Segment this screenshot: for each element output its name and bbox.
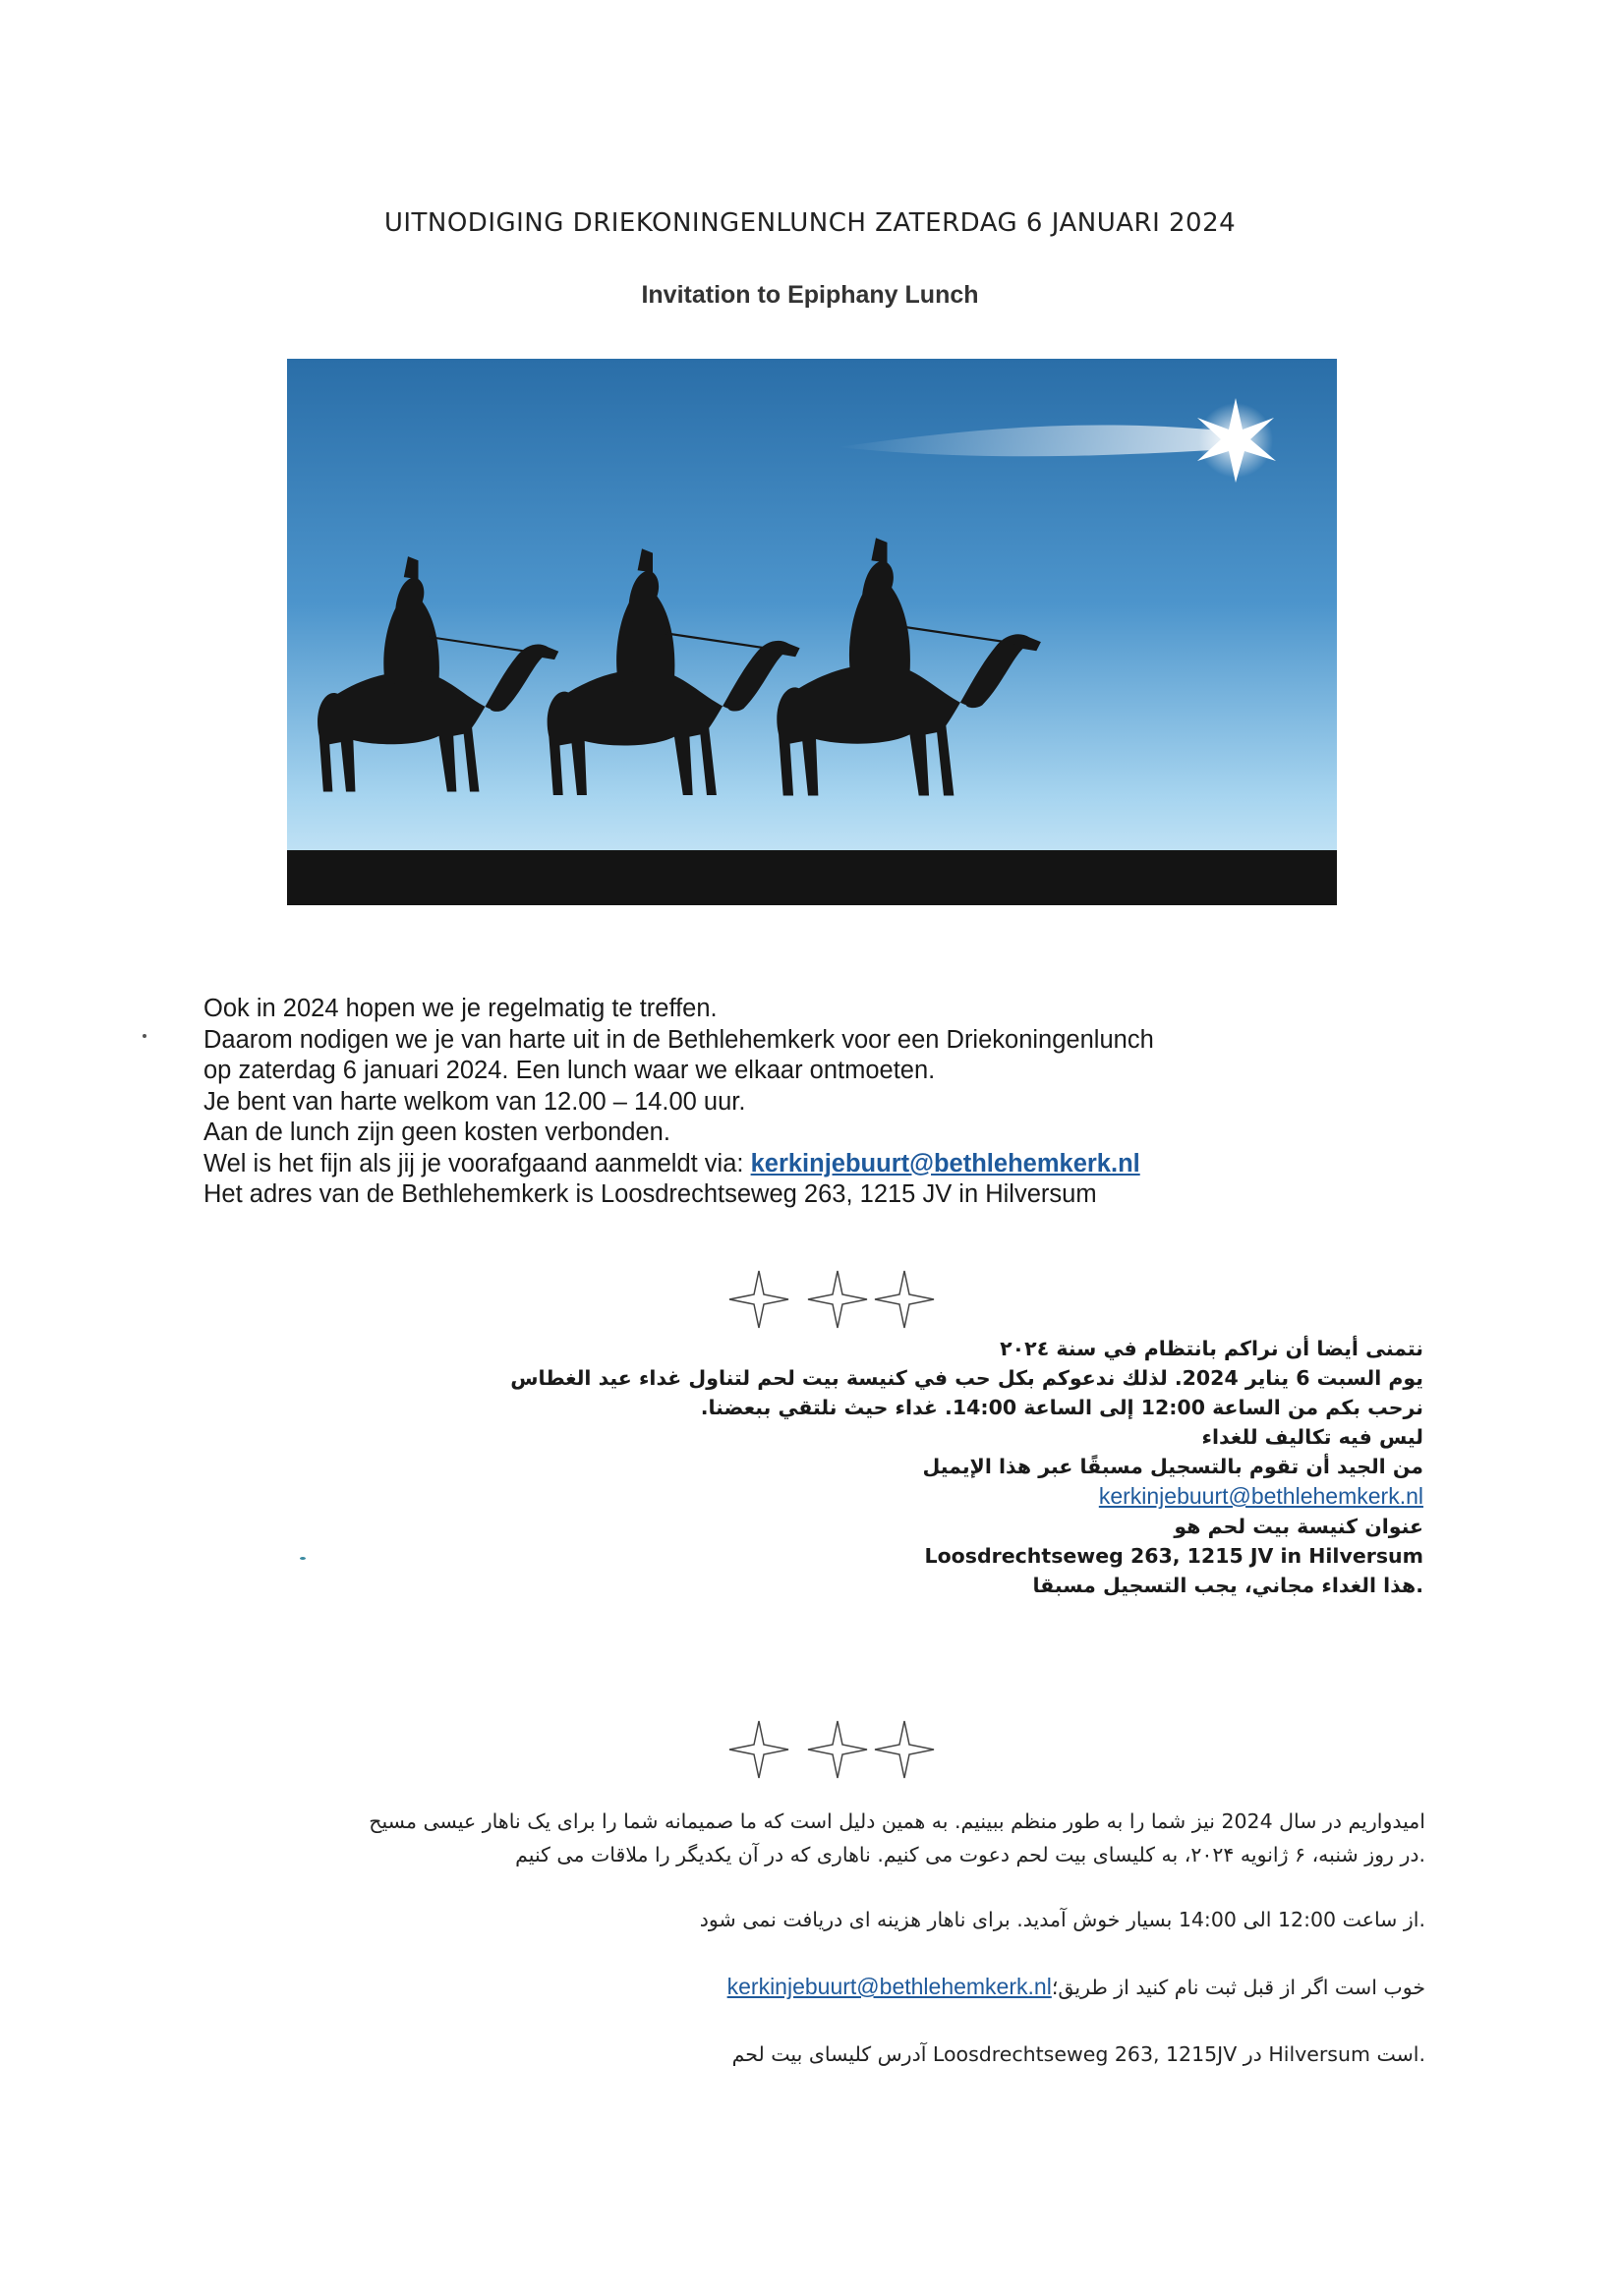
four-point-star-icon — [808, 1721, 867, 1778]
page-subtitle: Invitation to Epiphany Lunch — [641, 281, 979, 309]
arabic-line-1: نتمنى أيضا أن نراكم بانتظام في سنة ٢٠٢٤ — [1000, 1337, 1423, 1360]
four-point-star-icon — [875, 1271, 934, 1328]
arabic-line-4: ليس فيه تكاليف للغداء — [1201, 1425, 1423, 1449]
wise-men-illustration — [287, 359, 1337, 905]
arabic-line-3: نرحب بكم من الساعة 12:00 إلى الساعة 14:00. غداء حيث نلتقي ببعضنا. — [700, 1396, 1423, 1419]
four-point-star-icon — [808, 1271, 867, 1328]
arabic-address-line: Loosdrechtseweg 263, 1215 JV in Hilversum — [924, 1544, 1423, 1568]
four-point-star-icon — [729, 1271, 788, 1328]
persian-email-link[interactable]: kerkinjebuurt@bethlehemkerk.nl — [726, 1974, 1052, 1999]
dutch-invitation-text — [203, 994, 1154, 1211]
persian-line-1: امیدواریم در سال 2024 نیز شما را به طور منظم ببینیم. به همین دلیل است که ما صمیمانه شما را برای یک ناهار عیسی مسیح — [369, 1809, 1425, 1833]
dutch-line-4: Je bent van harte welkom van 12.00 – 14.00 uur. — [203, 1087, 746, 1116]
arabic-line-5: من الجيد أن تقوم بالتسجيل مسبقًا عبر هذا الإيميل — [922, 1455, 1423, 1478]
star-divider — [720, 1265, 955, 1334]
persian-line-4 — [177, 1970, 1425, 2004]
arabic-line-8: .هذا الغداء مجاني، يجب التسجيل مسبقا — [1032, 1574, 1423, 1597]
dutch-line-1: Ook in 2024 hopen we je regelmatig te treffen. — [203, 995, 718, 1022]
page-title: UITNODIGING DRIEKONINGENLUNCH ZATERDAG 6 JANUARI 2024 — [383, 208, 1237, 238]
four-point-star-icon — [729, 1721, 788, 1778]
arabic-line-6: عنوان كنيسة بيت لحم هو — [1174, 1515, 1423, 1538]
email-link[interactable]: kerkinjebuurt@bethlehemkerk.nl — [750, 1149, 1140, 1177]
persian-line-3: .از ساعت 12:00 الی 14:00 بسیار خوش آمدید. برای ناهار هزینه ای دریافت نمی شود — [699, 1908, 1425, 1931]
star-divider-2 — [720, 1715, 955, 1784]
dutch-line-7: Het adres van de Bethlehemkerk is Loosdrechtseweg 263, 1215 JV in Hilversum — [203, 1180, 1097, 1208]
persian-invitation-text — [177, 1805, 1425, 2071]
arabic-line-2: يوم السبت 6 يناير 2024. لذلك ندعوكم بكل حب في كنيسة بيت لحم لتناول غداء عيد الغطاس — [510, 1366, 1423, 1390]
dutch-line-2: Daarom nodigen we je van harte uit in de Bethlehemkerk voor een Driekoningenlunch — [203, 1025, 1154, 1054]
dutch-line-5: Aan de lunch zijn geen kosten verbonden. — [203, 1119, 670, 1146]
scan-speck — [300, 1557, 306, 1560]
scan-speck — [143, 1034, 146, 1038]
arabic-email-link[interactable]: kerkinjebuurt@bethlehemkerk.nl — [1098, 1483, 1423, 1509]
dutch-register-text: Wel is het fijn als jij je voorafgaand aanmeldt via: — [203, 1149, 751, 1177]
dutch-line-3: op zaterdag 6 januari 2024. Een lunch waar we elkaar ontmoeten. — [203, 1057, 936, 1084]
dutch-line-6 — [203, 1149, 1154, 1180]
four-point-star-icon — [875, 1721, 934, 1778]
persian-line-2: .در روز شنبه، ۶ ژانویه ۲۰۲۴، به کلیسای بیت لحم دعوت می کنیم. ناهاری که در آن یکدیگر را ملاقات می کنیم — [515, 1843, 1425, 1866]
arabic-invitation-text — [342, 1334, 1423, 1600]
persian-line-5: .است Hilversum در Loosdrechtseweg 263, 1215JV آدرس کلیسای بیت لحم — [731, 2042, 1425, 2066]
persian-register-text: خوب است اگر از قبل ثبت نام کنید از طریق؛ — [1051, 1976, 1425, 1999]
